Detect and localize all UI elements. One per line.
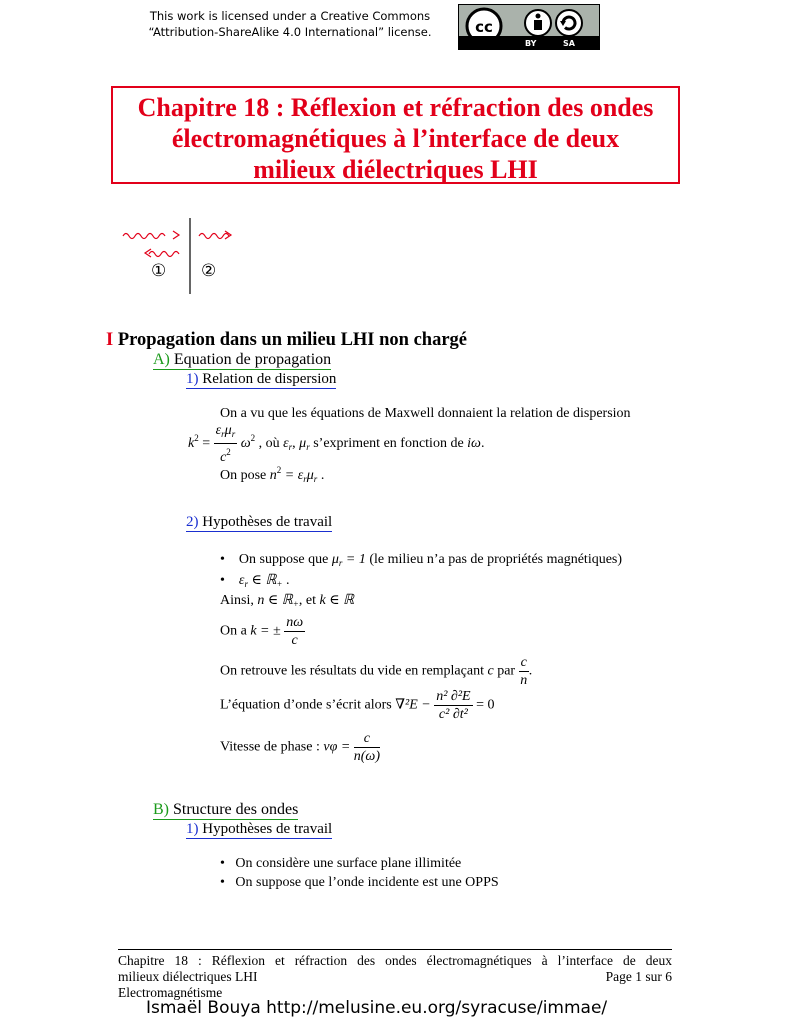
badge-sa-label: SA [563, 39, 575, 48]
chapter-title-line-1: Chapitre 18 : Réflexion et réfraction des ondes [137, 93, 654, 122]
c-over-n-omega [354, 730, 380, 765]
hyp-1-pre: On suppose que [238, 552, 329, 567]
subsection-heading-a [153, 351, 331, 370]
medium-1-label: ① [151, 261, 167, 280]
phase-velocity-line [220, 730, 380, 765]
section-number: I [106, 330, 114, 350]
ou-text: , où [258, 436, 280, 452]
hypothesis-bullet-2: • $\varepsilon_r$ ∈ ℝ$_+$ . [220, 573, 290, 589]
svg-text:cc: cc [475, 18, 493, 36]
footer-chapter-cont: milieux diélectriques LHI [118, 969, 258, 984]
pose-text: On pose [220, 468, 267, 483]
subsubsection-number: 1) [186, 371, 199, 387]
footer-line-1: Chapitre 18 : Réflexion et réfraction des ondes électromagnétiques à l’interface de deux [118, 953, 672, 968]
frac-num: n² ∂²E [436, 689, 471, 704]
badge-by-label: BY [525, 39, 537, 48]
frac-den: n(ω) [353, 749, 380, 764]
subsubsection-title: Relation de dispersion [202, 371, 337, 387]
vitesse-text: Vitesse de phase : [220, 739, 320, 755]
ainsi-text: Ainsi, [220, 593, 254, 608]
wave-eq-rhs: = 0 [476, 697, 495, 713]
structure-bullet-1-text: On considère une surface plane illimitée [235, 856, 462, 871]
pose-line: On pose $n^2 = \varepsilon_r\mu_r$ . [220, 465, 325, 484]
i-omega: iω [467, 436, 481, 452]
epsilon-mu-over-c2: $\frac{\varepsilon_r\mu_r}{c^2}$ [215, 423, 236, 465]
chapter-title-line-3: milieux diélectriques LHI [253, 155, 538, 184]
v-phi: vφ = [323, 739, 351, 755]
section-heading-1 [106, 330, 467, 351]
subsection-number: A) [153, 351, 170, 368]
structure-bullet-1: • On considère une surface plane illimitée [220, 856, 462, 871]
hyp-1-post: (le milieu n’a pas de propriétés magnétiques) [369, 552, 623, 567]
frac-den: c² ∂t² [438, 707, 468, 722]
footer-divider [118, 949, 672, 950]
chapter-title-box [111, 86, 680, 184]
c-symbol: c [487, 663, 494, 679]
cc-by-sa-badge[interactable] [458, 4, 600, 50]
subsubsection-heading-2 [186, 514, 332, 532]
frac-num: c [520, 655, 527, 670]
license-line-1: This work is licensed under a Creative Commons [149, 9, 431, 23]
equals-sign: = [202, 436, 211, 452]
n-omega-over-c [284, 614, 305, 649]
dispersion-intro: On a vu que les équations de Maxwell donnaient la relation de dispersion [220, 406, 631, 421]
wave-eq-fraction [434, 688, 472, 723]
onde-text: L’équation d’onde s’écrit alors [220, 697, 392, 713]
subsection-number: B) [153, 801, 169, 818]
wave-eq-lhs: ∇²E − [395, 697, 431, 713]
n-symbol: n [269, 468, 277, 483]
dispersion-rest-text: s’expriment en fonction de [313, 436, 464, 452]
k-in-r: k ∈ ℝ [319, 593, 355, 608]
structure-bullet-2-text: On suppose que l’onde incidente est une OPPS [235, 875, 499, 890]
frac-num: c [354, 730, 380, 748]
medium-2-label: ② [201, 261, 217, 280]
structure-bullet-2: • On suppose que l’onde incidente est une OPPS [220, 875, 499, 890]
par-text: par [497, 663, 516, 679]
wave-interface-figure [115, 214, 245, 298]
subsubsection-number: 1) [186, 821, 199, 837]
footer-line-2 [118, 969, 672, 985]
frac-num: nω [286, 615, 304, 630]
cc-logo-icon [459, 5, 599, 37]
footer-line-3: Electromagnétisme [118, 985, 223, 1000]
subsubsection-title: Hypothèses de travail [202, 514, 333, 530]
chapter-title [113, 92, 678, 185]
retrouve-text: On retrouve les résultats du vide en remplaçant [220, 663, 484, 679]
subsubsection-number: 2) [186, 514, 199, 530]
ona-text: On a [220, 623, 247, 639]
subsubsection-title: Hypothèses de travail [202, 821, 333, 837]
ainsi-line: Ainsi, n ∈ ℝ$_+$, et k ∈ ℝ [220, 593, 355, 609]
wavevector-line [220, 614, 305, 649]
c-symbol: c [220, 450, 227, 465]
subsection-title: Structure des ondes [173, 801, 299, 818]
page-number: Page 1 sur 6 [605, 969, 672, 984]
hypothesis-bullet-1: • On suppose que $\mu_r = 1$ (le milieu n’a pas de propriétés magnétiques) [220, 552, 623, 568]
subsubsection-heading-1 [186, 371, 336, 389]
subsection-title: Equation de propagation [173, 351, 332, 368]
c-over-n [519, 654, 529, 689]
interface-diagram [115, 214, 245, 298]
section-title: Propagation dans un milieu LHI non chargé [117, 330, 467, 350]
license-text [140, 8, 440, 40]
frac-den: n [520, 673, 528, 688]
et-text: , et [298, 593, 316, 608]
page-footer [118, 953, 672, 1001]
subsection-heading-b [153, 801, 298, 820]
frac-den: c [291, 633, 298, 648]
omega-symbol: ω [240, 436, 251, 452]
subsubsection-heading-b1 [186, 821, 332, 839]
chapter-title-line-2: électromagnétiques à l’interface de deux [171, 124, 620, 153]
dispersion-equation: $k^2$ = $\frac{\varepsilon_r\mu_r}{c^2}$ $\omega^2$ , où $\varepsilon_r$, $\mu_r$ s’expriment en fonction de iω. [188, 423, 485, 465]
k-symbol: k [188, 436, 195, 452]
license-line-2: “Attribution-ShareAlike 4.0 International” license. [148, 25, 432, 39]
wave-equation-line [220, 688, 494, 723]
k-plus-minus: k = ± [250, 623, 281, 639]
author-url[interactable]: Ismaël Bouya http://melusine.eu.org/syracuse/immae/ [146, 998, 608, 1018]
retrouve-line: On retrouve les résultats du vide en remplaçant c par $\frac{c}{n}$ . [220, 655, 533, 688]
